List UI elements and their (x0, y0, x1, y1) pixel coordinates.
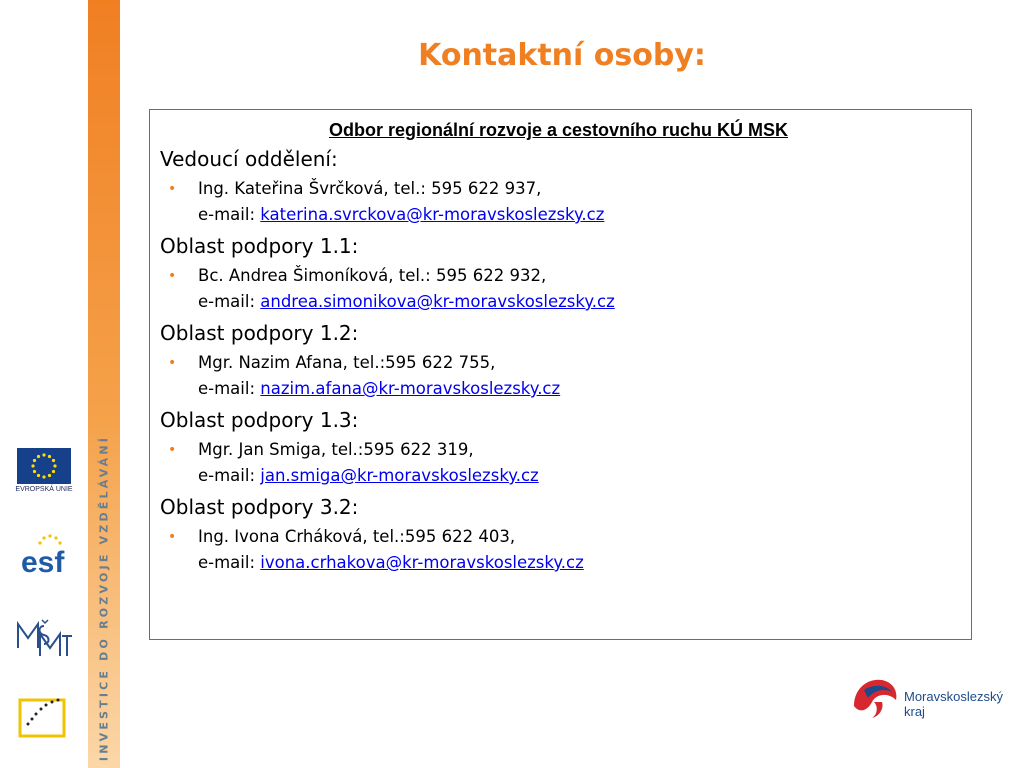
bullet-icon: • (168, 355, 177, 371)
contact-person: Bc. Andrea Šimoníková, tel.: 595 622 932, (198, 266, 547, 285)
contact-person: Mgr. Nazim Afana, tel.:595 622 755, (198, 353, 496, 372)
section-heading: Oblast podpory 1.3: (160, 408, 359, 432)
msmt-logo-icon (14, 618, 74, 660)
contact-entry (160, 176, 957, 228)
email-prefix: e-mail: (198, 553, 261, 572)
contact-person: Ing. Kateřina Švrčková, tel.: 595 622 937, (198, 179, 542, 198)
eu-caption: EVROPSKÁ UNIE (15, 486, 73, 493)
slide-title: Kontaktní osoby: (418, 38, 706, 73)
email-prefix: e-mail: (198, 205, 261, 224)
section-heading: Vedoucí oddělení: (160, 147, 338, 171)
contact-email-line (198, 376, 957, 402)
contact-email-line (198, 289, 957, 315)
contact-entry (160, 524, 957, 576)
bullet-icon: • (168, 181, 177, 197)
email-link[interactable]: andrea.simonikova@kr-moravskoslezsky.cz (260, 292, 615, 311)
eu-flag-icon (17, 448, 71, 484)
email-link[interactable]: nazim.afana@kr-moravskoslezsky.cz (260, 379, 561, 398)
esf-text: esf (21, 546, 65, 576)
contact-email-line (198, 463, 957, 489)
esf-logo-icon (20, 532, 72, 576)
msk-emblem-icon (848, 672, 902, 722)
bullet-icon: • (168, 529, 177, 545)
email-prefix: e-mail: (198, 466, 261, 485)
email-link[interactable]: katerina.svrckova@kr-moravskoslezsky.cz (260, 205, 605, 224)
email-prefix: e-mail: (198, 379, 261, 398)
contact-person: Mgr. Jan Smiga, tel.:595 622 319, (198, 440, 474, 459)
bullet-icon: • (168, 442, 177, 458)
bullet-icon: • (168, 268, 177, 284)
contact-entry (160, 263, 957, 315)
section-heading: Oblast podpory 1.1: (160, 234, 359, 258)
contact-person: Ing. Ivona Crháková, tel.:595 622 403, (198, 527, 516, 546)
contact-entry (160, 350, 957, 402)
section-heading: Oblast podpory 3.2: (160, 495, 359, 519)
contacts-box (149, 109, 972, 640)
investice-logo-icon (16, 690, 70, 740)
side-label: INVESTICE DO ROZVOJE VZDĚLÁVÁNÍ (97, 434, 111, 762)
email-link[interactable]: jan.smiga@kr-moravskoslezsky.cz (260, 466, 539, 485)
contact-email-line (198, 550, 957, 576)
msk-logo-text (904, 689, 1003, 719)
department-heading: Odbor regionální rozvoje a cestovního ruchu KÚ MSK (328, 120, 789, 140)
contact-entry (160, 437, 957, 489)
msk-line1: Moravskoslezský (904, 689, 1003, 704)
section-heading: Oblast podpory 1.2: (160, 321, 359, 345)
msk-line2: kraj (904, 704, 925, 719)
email-link[interactable]: ivona.crhakova@kr-moravskoslezsky.cz (260, 553, 584, 572)
email-prefix: e-mail: (198, 292, 261, 311)
contact-email-line (198, 202, 957, 228)
